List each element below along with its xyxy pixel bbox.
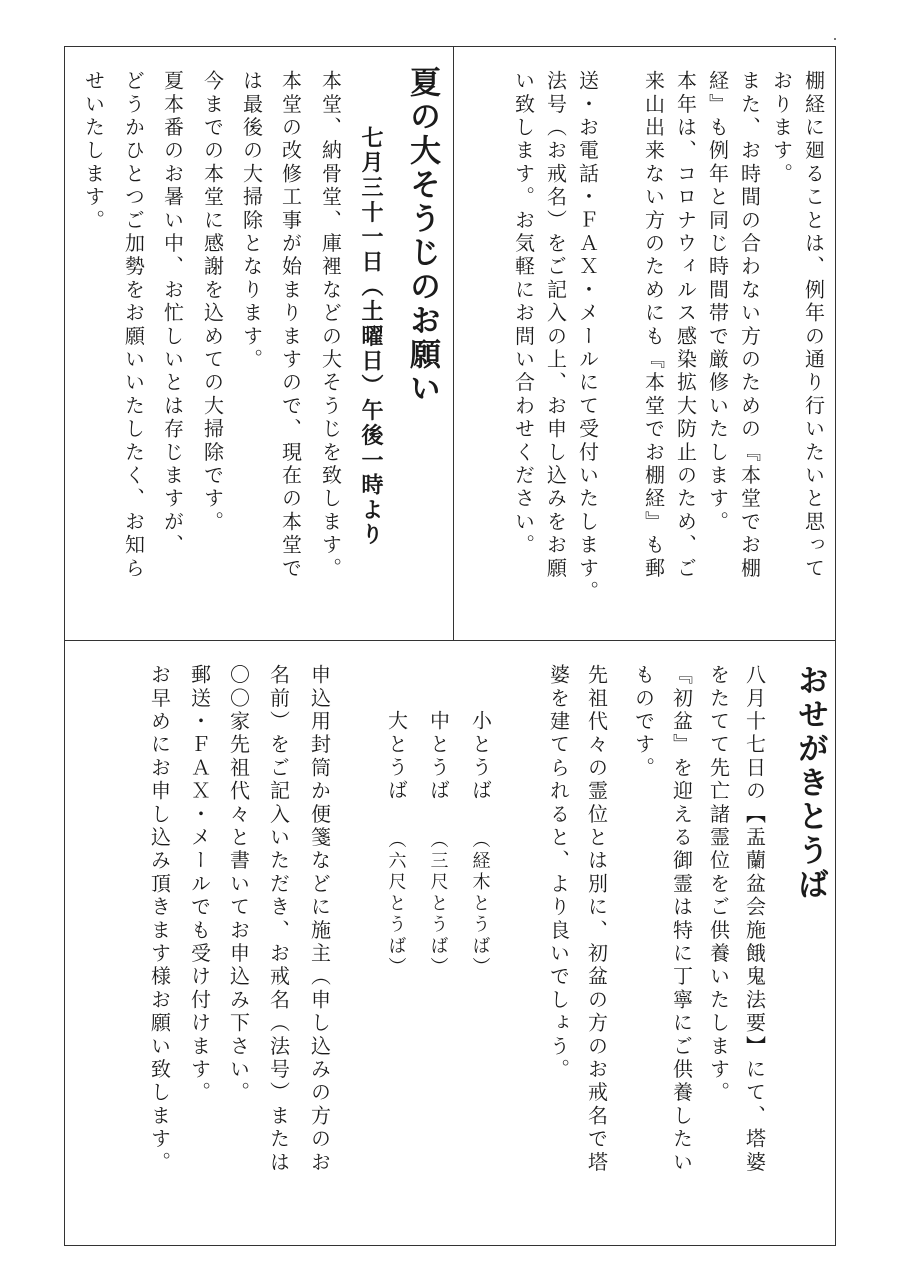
toba-size-name: 中とうば xyxy=(426,710,451,803)
corner-mark xyxy=(834,38,836,40)
toba-size-name: 小とうば xyxy=(468,710,493,803)
text-line: 経』も例年と同じ時間帯で厳修いたします。 xyxy=(705,70,730,534)
text-line: どうかひとつご加勢をお願いいたしたく、お知ら xyxy=(121,70,146,581)
text-line: 本堂、納骨堂、庫裡などの大そうじを致します。 xyxy=(318,70,343,581)
text-line: 今までの本堂に感謝を込めての大掃除です。 xyxy=(200,70,225,534)
cleaning-date: 七月三十一日（土曜日）午後一時より xyxy=(358,126,384,548)
text-line: い致します。お気軽にお問い合わせください。 xyxy=(511,70,536,558)
text-line: 本年は、コロナウィルス感染拡大防止のため、ご xyxy=(673,70,698,581)
text-line: をたてて先亡諸霊位をご供養いたします。 xyxy=(706,664,731,1105)
text-line: 八月十七日の【盂蘭盆会施餓鬼法要】にて、塔婆 xyxy=(742,664,767,1175)
text-line: ものです。 xyxy=(631,664,656,780)
text-line: せいたします。 xyxy=(81,70,106,233)
toba-size-desc: （三尺とうば） xyxy=(427,830,449,979)
text-line: おります。 xyxy=(769,70,794,186)
toba-size-desc: （六尺とうば） xyxy=(385,830,407,979)
text-line: お早めにお申し込み頂きます様お願い致します。 xyxy=(147,664,172,1175)
text-line: 申込用封筒か便箋などに施主（申し込みの方のお xyxy=(307,664,332,1175)
toba-heading: おせがきとうば xyxy=(792,664,828,902)
text-line: 夏本番のお暑い中、お忙しいとは存じますが、 xyxy=(160,70,185,558)
text-line: 『初盆』を迎える御霊は特に丁寧にご供養したい xyxy=(669,664,694,1175)
toba-size-desc: （経木とうば） xyxy=(469,830,491,979)
cleaning-heading: 夏の大そうじのお願い xyxy=(404,66,440,406)
text-line: 婆を建てられると、より良いでしょう。 xyxy=(546,664,571,1082)
text-line: 来山出来ない方のためにも『本堂でお棚経』も郵 xyxy=(641,70,666,581)
text-line: 〇〇家先祖代々と書いてお申込み下さい。 xyxy=(226,664,251,1105)
text-line: は最後の大掃除となります。 xyxy=(239,70,264,372)
toba-size-name: 大とうば xyxy=(384,710,409,803)
text-line: また、お時間の合わない方のための『本堂でお棚 xyxy=(737,70,762,581)
text-line: 法号（お戒名）をご記入の上、お申し込みをお願 xyxy=(543,70,568,581)
text-line: 郵送・ＦＡＸ・メールでも受け付けます。 xyxy=(187,664,212,1105)
text-line: 本堂の改修工事が始まりますので、現在の本堂で xyxy=(278,70,303,581)
horizontal-divider xyxy=(64,640,836,641)
text-line: 名前）をご記入いただき、お戒名（法号）または xyxy=(266,664,291,1175)
text-line: 先祖代々の霊位とは別に、初盆の方のお戒名で塔 xyxy=(584,664,609,1175)
text-line: 棚経に廻ることは、例年の通り行いたいと思って xyxy=(801,70,826,581)
text-line: 送・お電話・ＦＡＸ・メールにて受付いたします。 xyxy=(575,70,600,604)
vertical-divider xyxy=(453,46,454,640)
